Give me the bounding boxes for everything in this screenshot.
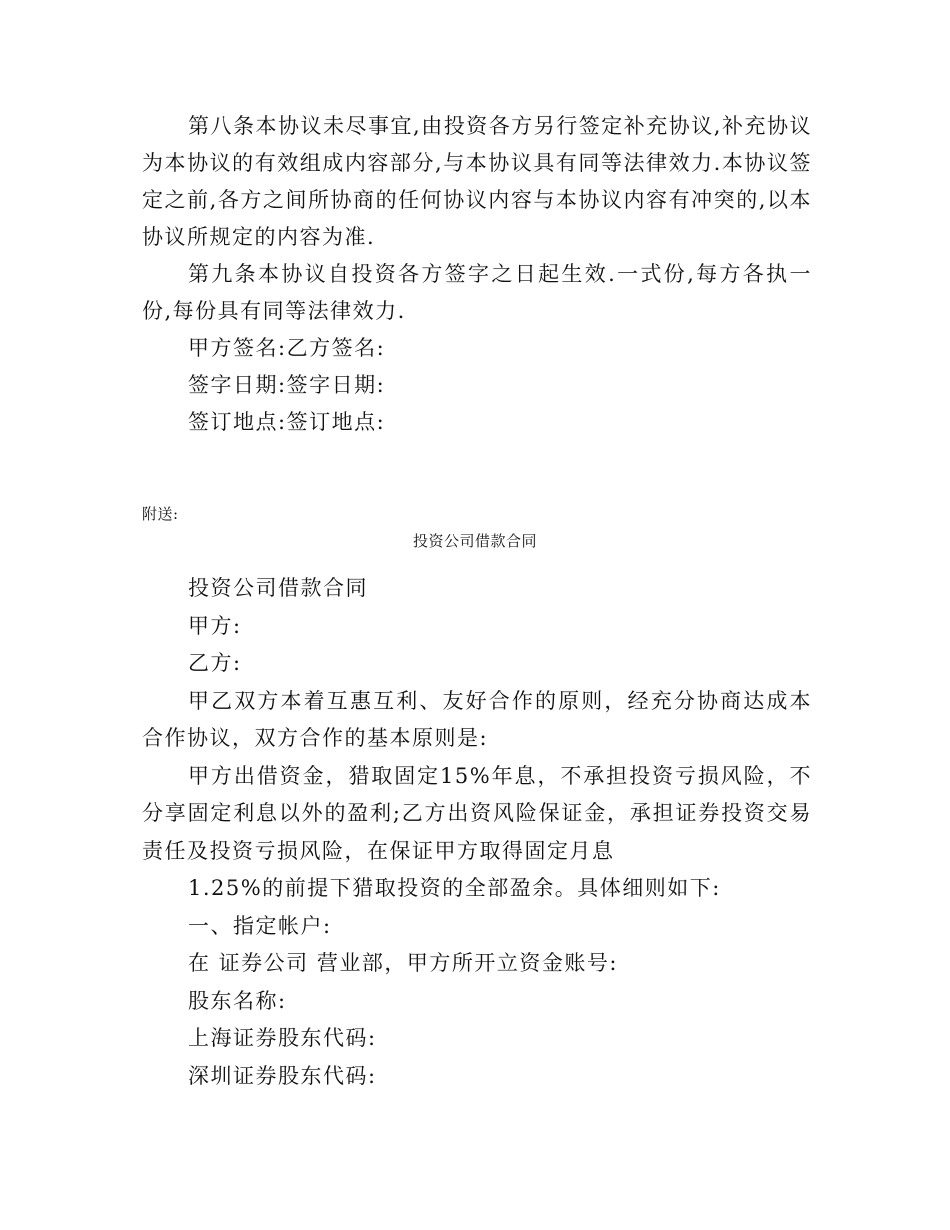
interest-terms: 甲方出借资金，猎取固定15%年息，不承担投资亏损风险，不分享固定利息以外的盈利;乙方出资风险保证金，承担证券投资交易责任及投资亏损风险，在保证甲方取得固定月息: [142, 763, 812, 863]
agreement-clauses: [142, 108, 812, 441]
clause-eight: 第八条本协议未尽事宜,由投资各方另行签定补充协议,补充协议为本协议的有效组成内容部分,与本协议具有同等法律效力.本协议签定之前,各方之间所协商的任何协议内容与本协议内容有冲突的,以本协议所规定的内容为准.: [142, 114, 812, 249]
signing-date-line: 签字日期:签字日期:: [188, 373, 386, 397]
shenzhen-code-line: 深圳证券股东代码:: [188, 1063, 377, 1088]
account-line: 在 证券公司 营业部，甲方所开立资金账号:: [188, 951, 618, 975]
shareholder-name-line: 股东名称:: [188, 988, 287, 1013]
monthly-rate-terms: 1.25%的前提下猎取投资的全部盈余。具体细则如下:: [188, 876, 721, 900]
appendix-label: 附送:: [142, 505, 179, 523]
shanghai-code-line: 上海证券股东代码:: [188, 1026, 377, 1050]
party-a-line: 甲方:: [188, 613, 242, 638]
signing-place-line: 签订地点:签订地点:: [188, 410, 386, 434]
designated-account-heading: 一、指定帐户:: [188, 913, 332, 938]
clause-nine: 第九条本协议自投资各方签字之日起生效.一式份,每方各执一份,每份具有同等法律效力.: [142, 262, 812, 323]
cooperation-principle: 甲乙双方本着互惠互利、友好合作的原则，经充分协商达成本合作协议，双方合作的基本原则是:: [142, 688, 812, 750]
loan-contract-body: [142, 570, 812, 1095]
signature-line: 甲方签名:乙方签名:: [188, 336, 386, 360]
party-b-line: 乙方:: [188, 651, 242, 675]
contract-heading: 投资公司借款合同: [188, 576, 368, 600]
appendix-title: 投资公司借款合同: [412, 532, 537, 550]
